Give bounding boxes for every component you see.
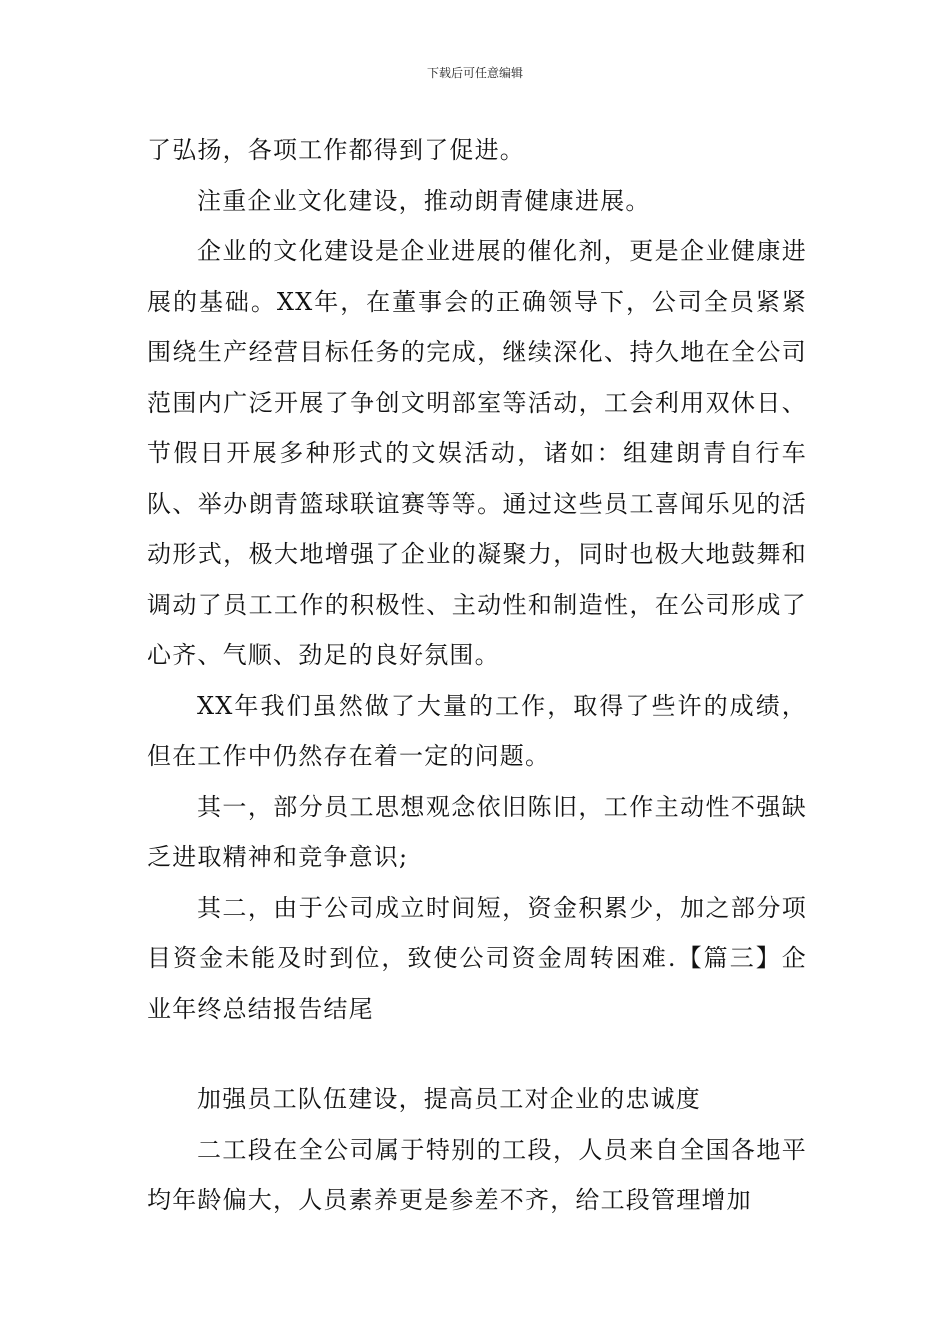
section-heading-culture: 注重企业文化建设，推动朗青健康进展。	[197, 186, 651, 215]
document-body	[147, 125, 807, 1226]
section-heading-staff: 加强员工队伍建设，提高员工对企业的忠诚度	[197, 1085, 701, 1113]
paragraph-culture: 企业的文化建设是企业进展的催化剂，更是企业健康进展的基础。XX年，在董事会的正确领导下，公司全员紧紧围绕生产经营目标任务的完成，继续深化、持久地在全公司范围内广泛开展了争创文明部室等活动，工会利用双休日、节假日开展多种形式的文娱活动，诸如：组建朗青自行车队、举办朗青篮球联谊赛等等。通过这些员工喜闻乐见的活动形式，极大地增强了企业的凝聚力，同时也极大地鼓舞和调动了员工工作的积极性、主动性和制造性，在公司形成了心齐、气顺、劲足的良好氛围。	[147, 237, 807, 669]
paragraph-problem-two: 其二，由于公司成立时间短，资金积累少，加之部分项目资金未能及时到位，致使公司资金周转困难.【篇三】企业年终总结报告结尾	[147, 893, 807, 1023]
paragraph-continuation: 了弘扬，各项工作都得到了促进。	[147, 136, 525, 164]
paragraph-problems-intro: XX年我们虽然做了大量的工作，取得了些许的成绩，但在工作中仍然存在着一定的问题。	[147, 691, 807, 770]
paragraph-staff: 二工段在全公司属于特别的工段，人员来自全国各地平均年龄偏大，人员素养更是参差不齐，给工段管理增加	[147, 1135, 807, 1214]
page-header: 下载后可任意编辑	[426, 66, 523, 80]
paragraph-problem-one: 其一，部分员工思想观念依旧陈旧，工作主动性不强缺乏进取精神和竞争意识;	[147, 792, 807, 871]
paragraph-gap	[147, 1034, 807, 1074]
